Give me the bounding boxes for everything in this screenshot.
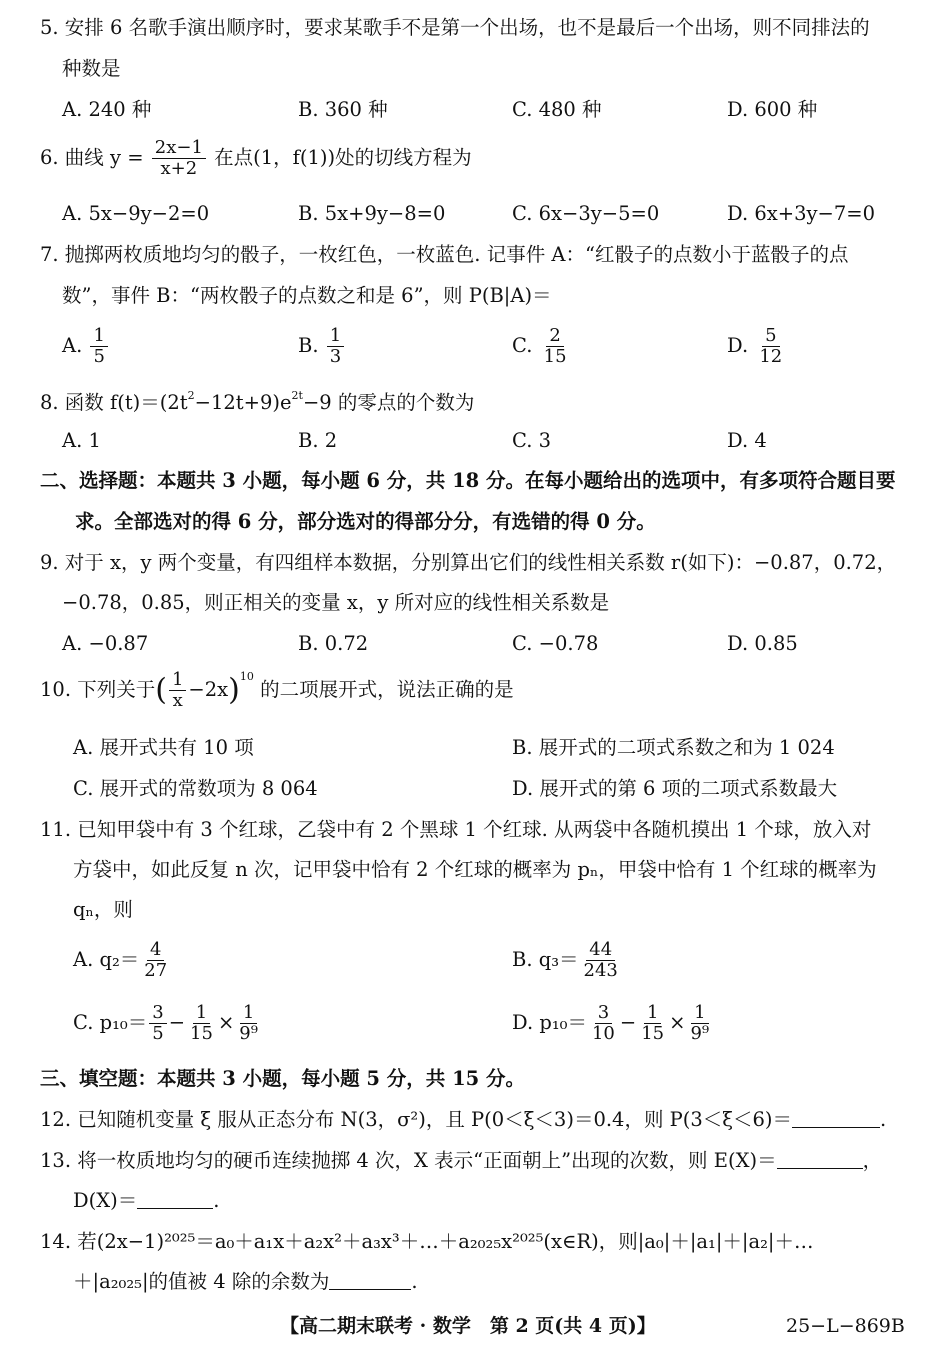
q13-comma: ， [862, 1149, 883, 1172]
q11-option-d-n1: 3 [595, 1003, 612, 1024]
q11-option-d-times: × [669, 1010, 686, 1034]
q14-stem-line2 [73, 1272, 418, 1292]
q7-option-c-label: C. [512, 333, 533, 357]
q11-option-b-frac [581, 940, 621, 981]
q11-option-b-num: 44 [586, 940, 615, 961]
q11-option-c [73, 1003, 263, 1044]
q8-stem [40, 390, 474, 413]
q5-option-a: A. 240 种 [62, 98, 152, 121]
q14-answer-blank[interactable] [329, 1288, 411, 1290]
q11-option-c-d1: 5 [152, 1022, 164, 1044]
q9-option-b: B. 0.72 [298, 632, 369, 655]
q6-option-b: B. 5x+9y−8=0 [298, 202, 446, 225]
q7-stem-line2: 数”，事件 B：“两枚骰子的点数之和是 6”，则 P(B|A)＝ [62, 284, 552, 307]
q13-text: 13. 将一枚质地均匀的硬币连续抛掷 4 次，X 表示“正面朝上”出现的次数，则 E(X)＝ [40, 1149, 777, 1172]
q14-stem-line1: 14. 若(2x−1)²⁰²⁵＝a₀＋a₁x＋a₂x²＋a₃x³＋…＋a₂₀₂₅x²⁰²⁵(x∈R)，则|a₀|＋|a₁|＋|a₂|＋… [40, 1230, 814, 1253]
q7-option-a [62, 326, 110, 367]
q7-option-c-frac [541, 326, 570, 367]
q9-option-c: C. −0.78 [512, 632, 599, 655]
q7-option-c [512, 326, 572, 367]
q11-option-c-frac1 [149, 1003, 166, 1044]
q11-option-b-label: B. q₃＝ [512, 947, 579, 971]
q11-option-c-d2: 15 [190, 1022, 213, 1044]
q11-option-d-frac1 [589, 1003, 618, 1044]
q7-option-d-label: D. [727, 333, 749, 357]
q7-option-c-den: 15 [543, 345, 567, 367]
q6-prefix: 6. 曲线 y = [40, 145, 144, 169]
q10-option-b: B. 展开式的二项式系数之和为 1 024 [512, 736, 835, 759]
q9-stem-line1: 9. 对于 x，y 两个变量，有四组样本数据，分别算出它们的线性相关系数 r(如下)：−0.87，0.72， [40, 551, 897, 574]
q11-option-c-n1: 3 [149, 1003, 166, 1024]
q11-option-c-minus: − [168, 1010, 186, 1034]
q10-option-a: A. 展开式共有 10 项 [73, 736, 254, 759]
q14-text: ＋|a₂₀₂₅|的值被 4 除的余数为 [73, 1270, 330, 1293]
q6-frac-num: 2x−1 [152, 138, 206, 159]
q9-option-d: D. 0.85 [727, 632, 798, 655]
q7-option-a-num: 1 [90, 326, 107, 347]
q11-option-a-num: 4 [147, 940, 164, 961]
q6-suffix: 在点(1，f(1))处的切线方程为 [214, 145, 472, 169]
q5-option-d: D. 600 种 [727, 98, 818, 121]
q6-stem [40, 138, 472, 179]
q11-option-d-frac2 [638, 1003, 667, 1044]
q7-option-d-den: 12 [759, 345, 783, 367]
q14-end: . [411, 1270, 418, 1293]
q11-option-d-frac3 [687, 1003, 712, 1044]
q7-option-b [298, 326, 346, 367]
q8-option-b: B. 2 [298, 429, 338, 452]
q5-stem-line2: 种数是 [62, 57, 121, 80]
q11-option-b-den: 243 [583, 959, 618, 981]
q12-end: . [880, 1108, 887, 1131]
q7-option-a-den: 5 [93, 345, 105, 367]
q12-answer-blank[interactable] [792, 1126, 880, 1128]
q11-stem-line3: qₙ，则 [73, 898, 133, 921]
q5-stem-line1: 5. 安排 6 名歌手演出顺序时，要求某歌手不是第一个出场，也不是最后一个出场，则不同排法的 [40, 16, 870, 39]
q9-stem-line2: −0.78，0.85，则正相关的变量 x，y 所对应的线性相关系数是 [62, 591, 610, 614]
q11-option-d-d2: 15 [641, 1022, 665, 1044]
q11-option-a-label: A. q₂＝ [73, 947, 140, 971]
q10-frac-num: 1 [169, 670, 186, 691]
q10-frac-den: x [172, 690, 183, 711]
q10-suffix: 的二项展开式，说法正确的是 [260, 678, 514, 701]
q11-option-d-n3: 1 [691, 1003, 708, 1024]
q12-stem [40, 1110, 886, 1130]
q11-option-c-label: C. p₁₀＝ [73, 1010, 148, 1034]
q8-stem-b: −12t+9)e [194, 391, 292, 414]
q11-option-c-frac2 [187, 1003, 216, 1044]
q11-option-c-frac3 [236, 1003, 261, 1044]
q11-option-d-minus: − [619, 1010, 637, 1034]
q13-ex-answer-blank[interactable] [777, 1167, 863, 1169]
q10-fraction [169, 670, 186, 711]
q8-option-c: C. 3 [512, 429, 552, 452]
q10-stem [40, 670, 514, 711]
section2-heading-line2: 求。全部选对的得 6 分，部分选对的得部分分，有选错的得 0 分。 [75, 510, 656, 533]
q9-option-a: A. −0.87 [62, 632, 149, 655]
q11-option-c-n3: 1 [240, 1003, 257, 1024]
q11-stem-line1: 11. 已知甲袋中有 3 个红球，乙袋中有 2 个黑球 1 个红球. 从两袋中各随机摸出 1 个球，放入对 [40, 818, 872, 841]
q11-option-a-den: 27 [144, 959, 168, 981]
q10-power: 10 [239, 670, 254, 683]
q7-option-d [727, 326, 787, 367]
q7-option-d-frac [756, 326, 785, 367]
q10-inner: −2x [188, 678, 229, 701]
q7-option-d-num: 5 [762, 326, 779, 347]
q11-option-b [512, 940, 623, 981]
q11-option-c-n2: 1 [193, 1003, 210, 1024]
section2-heading-line1: 二、选择题：本题共 3 小题，每小题 6 分，共 18 分。在每小题给出的选项中，有多项符合题目要 [40, 469, 896, 492]
page-footer-code: 25−L−869B [786, 1315, 905, 1337]
q5-option-c: C. 480 种 [512, 98, 602, 121]
q10-option-c: C. 展开式的常数项为 8 064 [73, 777, 318, 800]
q6-option-c: C. 6x−3y−5=0 [512, 202, 660, 225]
q11-option-c-d3: 9⁹ [239, 1022, 258, 1044]
q13-end: . [213, 1189, 220, 1212]
q11-stem-line2: 方袋中，如此反复 n 次，记甲袋中恰有 2 个红球的概率为 pₙ，甲袋中恰有 1 个红球的概率为 [73, 858, 877, 881]
q7-option-b-den: 3 [329, 345, 342, 367]
q7-option-c-num: 2 [546, 326, 563, 347]
q11-option-a [73, 940, 172, 981]
q10-option-d: D. 展开式的第 6 项的二项式系数最大 [512, 777, 838, 800]
q11-option-c-times: × [217, 1010, 235, 1034]
q13-dx-answer-blank[interactable] [137, 1207, 213, 1209]
q13-stem-line1 [40, 1151, 882, 1171]
q7-option-b-num: 1 [327, 326, 344, 347]
q10-prefix: 10. 下列关于 [40, 678, 156, 701]
q6-option-d: D. 6x+3y−7=0 [727, 202, 875, 225]
q8-option-a: A. 1 [62, 429, 101, 452]
q7-stem-line1: 7. 抛掷两枚质地均匀的骰子，一枚红色，一枚蓝色. 记事件 A：“红骰子的点数小于蓝骰子的点 [40, 243, 849, 266]
q7-option-b-frac [327, 326, 344, 367]
q5-option-b: B. 360 种 [298, 98, 388, 121]
q7-option-b-label: B. [298, 333, 319, 357]
q11-option-d-label: D. p₁₀＝ [512, 1010, 587, 1034]
q11-option-d-d1: 10 [591, 1022, 615, 1044]
q7-option-a-frac [90, 326, 107, 367]
q8-stem-c: −9 的零点的个数为 [302, 391, 475, 414]
q10-left-paren: ( [155, 672, 167, 708]
q13-stem-line2 [73, 1191, 219, 1211]
q6-fraction [152, 138, 206, 179]
page-footer-title: 【高二期末联考 · 数学 第 2 页(共 4 页)】 [280, 1315, 656, 1337]
q8-sup-exponent: 2t [291, 389, 303, 402]
section3-heading: 三、填空题：本题共 3 小题，每小题 5 分，共 15 分。 [40, 1067, 526, 1090]
q6-frac-den: x+2 [160, 157, 198, 179]
q11-option-d-n2: 1 [644, 1003, 661, 1024]
q10-right-paren: ) [228, 672, 240, 708]
q7-option-a-label: A. [62, 333, 83, 357]
q13-dx-text: D(X)＝ [73, 1189, 138, 1212]
q8-option-d: D. 4 [727, 429, 767, 452]
q11-option-a-frac [141, 940, 170, 981]
q12-text: 12. 已知随机变量 ξ 服从正态分布 N(3，σ²)，且 P(0＜ξ＜3)＝0.4，则 P(3＜ξ＜6)＝ [40, 1108, 793, 1131]
q11-option-d [512, 1003, 714, 1044]
q8-sup-square: 2 [187, 389, 195, 402]
q8-stem-a: 8. 函数 f(t)＝(2t [40, 391, 188, 414]
q6-option-a: A. 5x−9y−2=0 [62, 202, 210, 225]
q11-option-d-d3: 9⁹ [690, 1022, 710, 1044]
